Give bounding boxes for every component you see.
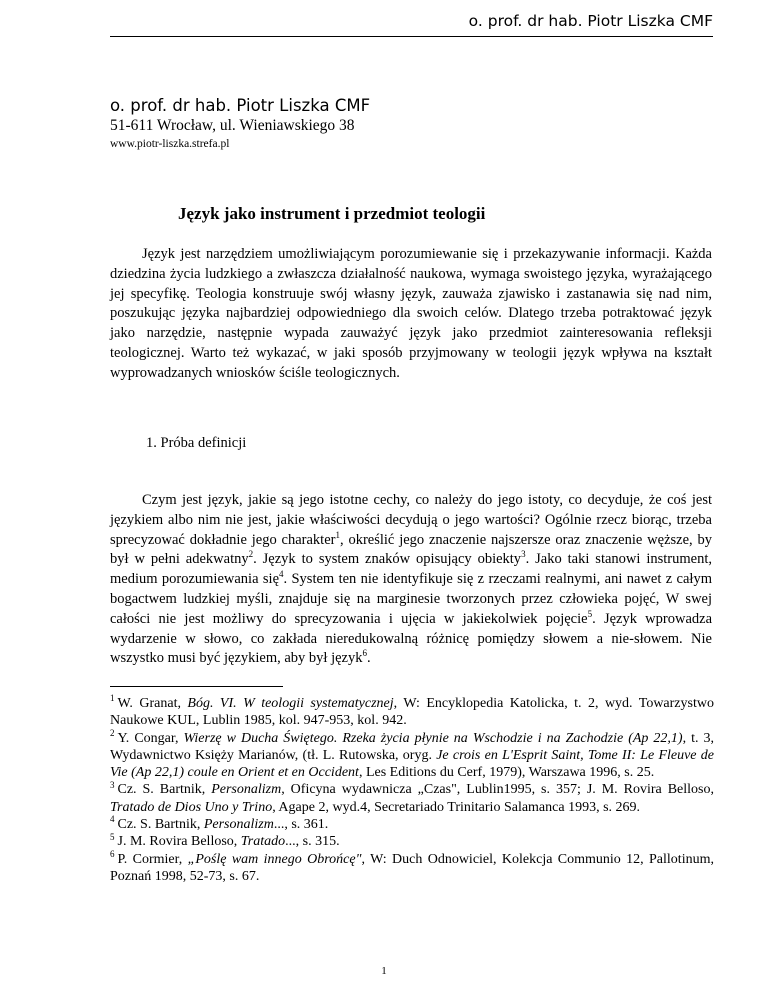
body-paragraph	[110, 491, 712, 669]
running-head: o. prof. dr hab. Piotr Liszka CMF	[468, 12, 713, 30]
footnote-title: Bóg. VI. W teologii systematycznej	[187, 696, 394, 711]
body-text: Czym jest język, jakie są jego istotne cechy, co należy do jego istoty, co decyduje, że coś jest językiem albo nim nie jest, jakie właściwości decydują o jego wartości? Ogólnie rzecz biorąc, trzeba sprecyzować dokładnie jego charakter	[110, 492, 712, 548]
footnote-6	[110, 851, 714, 886]
body-text: .	[367, 650, 371, 667]
footnote-text: Cz. S. Bartnik,	[117, 817, 204, 833]
footnote-ref[interactable]: 3	[521, 549, 526, 560]
footnote-text: , W: Encyklopedia Katolicka, t. 2, wyd. Towarzystwo Naukowe KUL, Lublin 1985, kol. 947-953, kol. 942.	[110, 696, 714, 729]
footnote-text: J. M. Rovira Belloso,	[117, 834, 241, 850]
footnote-1	[110, 695, 714, 730]
footnote-text: P. Cormier,	[117, 851, 188, 867]
footnote-rule	[110, 686, 283, 687]
page-number: 1	[381, 965, 387, 977]
body-text: . Jako taki stanowi instrument, medium porozumiewania się	[110, 551, 712, 588]
footnote-ref[interactable]: 4	[279, 569, 284, 580]
body-text: . Język to system znaków opisujący obiekty	[253, 551, 522, 568]
footnote-text: Y. Congar,	[117, 730, 184, 746]
footnote-text: , Oficyna wydawnicza „Czas", Lublin1995, s. 357; J. M. Rovira Belloso,	[281, 782, 714, 798]
author-name: o. prof. dr hab. Piotr Liszka CMF	[110, 96, 371, 115]
footnote-5	[110, 833, 714, 850]
footnote-3	[110, 781, 714, 816]
footnote-2	[110, 727, 715, 782]
footnote-text: , Agape 2, wyd.4, Secretariado Trinitario Salamanca 1993, s. 269.	[272, 799, 641, 815]
footnote-title: Tratado de Dios Uno y Trino	[110, 799, 273, 815]
footnote-title: Personalizm	[203, 817, 274, 833]
footnote-number: 2	[110, 727, 115, 738]
author-block	[110, 96, 370, 152]
author-website: www.piotr-liszka.strefa.pl	[110, 138, 230, 150]
footnote-title: Tratado	[240, 834, 286, 850]
intro-paragraph: Język jest narzędziem umożliwiającym porozumiewanie się i przekazywanie informacji. Każda dziedzina życia ludzkiego a zwłaszcza działalność naukowa, wymaga swoistego języka, wyrażającego jej specyfikę. Teologia konstruuje swój własny język, zauważa zjawisko i zastanawia się nad nim, poszukując języka najbardziej odpowiedniego dla swoich celów. Dlatego trzeba potraktować język jako narzędzie, następnie wypada zauważyć język jako przedmiot zainteresowania refleksji teologicznej. Warto też wykazać, w jaki sposób przyjmowany w teologii język wpływa na kształt wyprowadzanych wniosków ściśle teologicznych.	[110, 246, 712, 381]
body-text: , określić jego znaczenie najszersze oraz znaczenie węższe, by był w pełni adekwatny	[110, 531, 713, 568]
footnote-title: „Poślę wam innego Obrońcę"	[187, 851, 362, 867]
footnote-number: 1	[110, 693, 115, 704]
section-heading: 1. Próba definicji	[146, 435, 247, 451]
footnotes	[110, 695, 714, 885]
footnote-text: W. Granat,	[117, 696, 188, 711]
footnote-text: , W: Duch Odnowiciel, Kolekcja Communio 12, Pallotinum, Poznań 1998, 52-73, s. 67.	[110, 851, 714, 884]
footnote-ref[interactable]: 6	[362, 648, 367, 659]
footnote-title: Wierzę w Ducha Świętego. Rzeka życia płynie na Wschodzie i na Zachodzie (Ap 22,1)	[183, 730, 683, 746]
footnote-number: 4	[110, 814, 115, 825]
footnote-text: ..., s. 361.	[273, 817, 329, 833]
footnote-number: 6	[110, 849, 115, 860]
footnote-text: , Les Editions du Cerf, 1979), Warszawa 1996, s. 25.	[358, 765, 655, 781]
footnote-ref[interactable]: 5	[587, 608, 593, 619]
footnote-number: 3	[110, 779, 115, 790]
header-rule	[110, 36, 713, 37]
body-text: . Język wprowadza wydarzenie w słowo, co zakłada nieredukowalną różnicę pomiędzy słowem a nie-słowem. Nie wszystko musi być językiem, aby był język	[110, 610, 713, 667]
footnote-title: Personalizm	[211, 782, 282, 798]
footnote-text: ..., s. 315.	[285, 834, 340, 850]
author-address: 51-611 Wrocław, ul. Wieniawskiego 38	[110, 117, 355, 134]
footnote-title: Je crois en L'Esprit Saint, Tome II: Le Fleuve de Vie (Ap 22,1) coule en Orient et en Occident	[110, 747, 714, 781]
footnote-text: , t. 3, Wydawnictwo Księży Marianów, (tł. L. Rutowska, oryg.	[110, 730, 715, 763]
body-text: . System ten nie identyfikuje się z rzeczami realnymi, ani nawet z całym bogactwem ludzkiej myśli, znajduje się na marginesie tworzonych przez człowieka pojęć, W swej całości nie jest możliwy do sprecyzowania i ujęcia w jakiekolwiek pojęcie	[110, 571, 712, 627]
page-title: Język jako instrument i przedmiot teologii	[178, 204, 486, 223]
footnote-ref[interactable]: 2	[248, 549, 254, 560]
footnote-number: 5	[110, 831, 115, 842]
footnote-4	[110, 816, 714, 833]
footnote-ref[interactable]: 1	[335, 529, 340, 540]
footnote-text: Cz. S. Bartnik,	[117, 782, 212, 798]
